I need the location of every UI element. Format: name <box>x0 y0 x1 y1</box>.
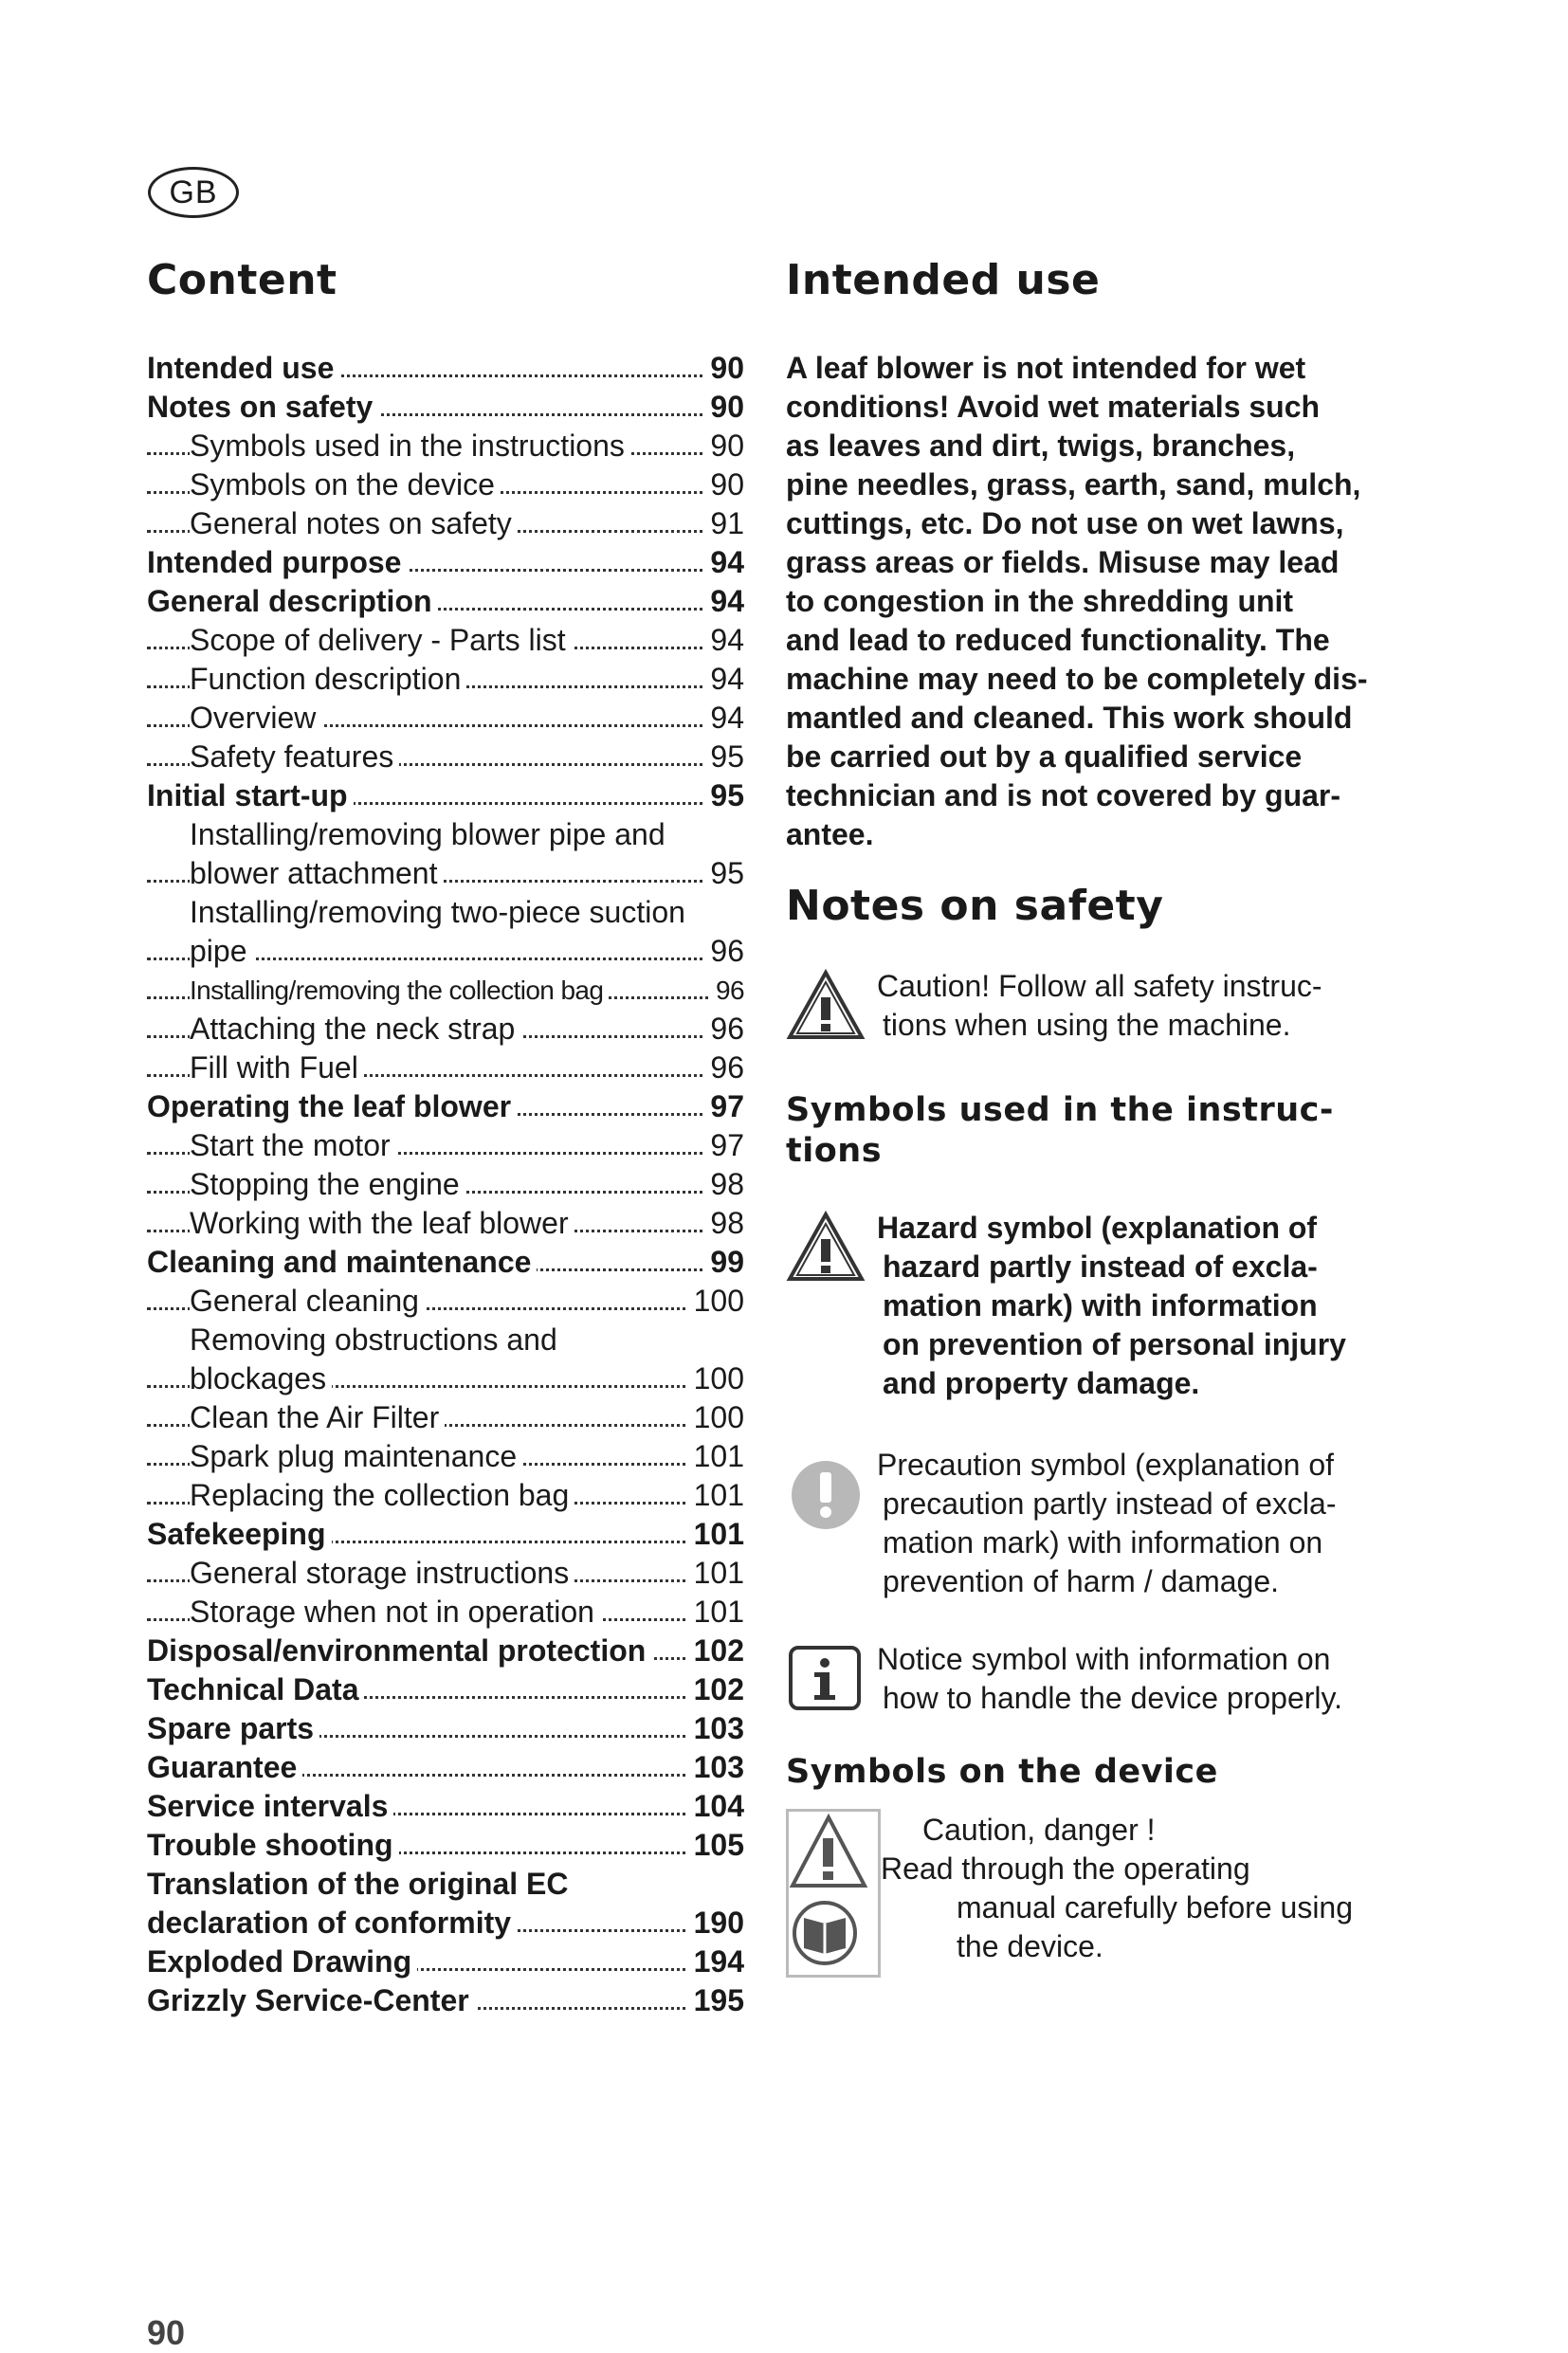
toc-entry-page: 97 <box>704 1087 744 1126</box>
toc-entry <box>147 932 744 971</box>
toc-entry <box>147 1515 744 1554</box>
toc-entry <box>147 621 744 660</box>
notes-on-safety-title: Notes on safety <box>786 882 1164 930</box>
toc-entry <box>147 1787 744 1826</box>
intended-use-title: Intended use <box>786 256 1101 304</box>
toc-entry-label: pipe <box>190 934 253 968</box>
toc-entry-label: Guarantee <box>147 1750 302 1784</box>
toc-entry-label: Storage when not in operation <box>190 1595 600 1629</box>
info-notice <box>786 1640 1342 1718</box>
toc-entry-page: 101 <box>688 1476 744 1515</box>
toc-entry <box>147 465 744 504</box>
toc-entry-label: Symbols on the device <box>190 467 501 502</box>
toc-entry <box>147 349 744 388</box>
toc-entry-label: General notes on safety <box>190 506 518 540</box>
toc-entry-label: Start the motor <box>190 1128 396 1162</box>
toc-entry-label: General cleaning <box>190 1284 425 1318</box>
toc-entry-page: 96 <box>704 932 744 971</box>
warning-triangle-icon <box>786 967 866 1043</box>
content-column <box>147 256 754 2352</box>
toc-entry-label: Safety features <box>190 739 399 774</box>
toc-entry-page: 103 <box>688 1709 744 1748</box>
toc-entry <box>147 699 744 738</box>
toc-entry-label: Function description <box>190 662 466 696</box>
toc-entry-label: blower attachment <box>190 856 443 890</box>
precaution-notice <box>786 1446 1336 1601</box>
toc-entry-page: 194 <box>688 1943 744 1981</box>
toc-entry-page: 100 <box>688 1398 744 1437</box>
toc-entry-page: 98 <box>704 1165 744 1204</box>
toc-entry-page: 105 <box>688 1826 744 1865</box>
toc-entry-page: 99 <box>704 1243 744 1282</box>
toc-entry-label: Installing/removing the collection bag <box>190 976 609 1005</box>
toc-entry <box>147 1748 744 1787</box>
toc-entry <box>147 1398 744 1437</box>
toc-entry-label: Service intervals <box>147 1789 393 1823</box>
device-symbol-text: Caution, danger ! Read through the operating manual carefully before using the device. <box>881 1813 1354 1963</box>
toc-entry <box>147 1904 744 1943</box>
page-number: 90 <box>147 2313 186 2352</box>
toc-entry-label: Trouble shooting <box>147 1828 399 1862</box>
toc-entry <box>147 1593 744 1632</box>
toc-entry-label: Intended use <box>147 351 339 385</box>
caution-text: Caution! Follow all safety instruc- tions when using the machine. <box>877 969 1322 1042</box>
toc-entry-label: Intended purpose <box>147 545 407 579</box>
toc-entry-label: General storage instructions <box>190 1556 574 1590</box>
toc-entry <box>147 776 744 815</box>
precaution-exclamation-icon <box>786 1446 866 1531</box>
toc-entry-label: Disposal/environmental protection <box>147 1633 651 1668</box>
toc-entry-page: 96 <box>710 971 744 1010</box>
toc-entry-page: 95 <box>704 738 744 776</box>
toc-entry-label: Initial start-up <box>147 778 354 812</box>
toc-entry-label: Removing obstructions and <box>190 1322 563 1357</box>
toc-entry <box>147 1087 744 1126</box>
hazard-text: Hazard symbol (explanation of hazard partly instead of excla- mation mark) with information on prevention of personal injury and property damage. <box>877 1211 1346 1400</box>
toc-entry-label: Scope of delivery - Parts list <box>190 623 572 657</box>
toc-entry <box>147 854 744 893</box>
toc-entry-page: 101 <box>688 1554 744 1593</box>
toc-entry-page: 90 <box>704 427 744 465</box>
symbols-device-title: Symbols on the device <box>786 1753 1218 1791</box>
toc-entry-label: Installing/removing two-piece suction <box>190 895 691 929</box>
toc-entry-label: Spare parts <box>147 1711 319 1745</box>
toc-entry-page: 94 <box>704 543 744 582</box>
toc-entry <box>147 1243 744 1282</box>
toc-entry-page: 102 <box>688 1670 744 1709</box>
toc-entry-label: Fill with Fuel <box>190 1050 364 1085</box>
toc-entry <box>147 1437 744 1476</box>
symbols-instructions-title: Symbols used in the instruc- tions <box>786 1091 1334 1170</box>
toc-entry-page: 195 <box>688 1981 744 2020</box>
device-warning-manual-icon <box>789 1812 878 1975</box>
toc-entry <box>147 1670 744 1709</box>
toc-entry-label: Safekeeping <box>147 1517 332 1551</box>
intended-use-text: A leaf blower is not intended for wet conditions! Avoid wet materials such as leaves and dirt, twigs, branches, pine needles, grass, earth, sand, mulch, cuttings, etc. Do not use on wet lawns, grass areas or fields. Misuse may lead to congestion in the shredding unit and lead to reduced functionality. The machine may need to be completely dis- mantled and cleaned. This work should be carried out by a qualified service technician and is not covered by guar- antee. <box>786 351 1368 851</box>
hazard-notice <box>786 1209 1346 1403</box>
toc-entry <box>147 582 744 621</box>
info-icon <box>786 1640 866 1716</box>
toc-entry-label: Attaching the neck strap <box>190 1012 520 1046</box>
toc-entry-label: Grizzly Service-Center <box>147 1983 475 2017</box>
toc-entry-page: 96 <box>704 1010 744 1049</box>
toc-entry-page: 94 <box>704 699 744 738</box>
toc-entry <box>147 971 744 1010</box>
toc-entry-label: declaration of conformity <box>147 1906 517 1940</box>
toc-entry-label: Operating the leaf blower <box>147 1089 517 1123</box>
toc-entry-page: 94 <box>704 660 744 699</box>
toc-entry-page: 90 <box>704 465 744 504</box>
toc-entry <box>147 504 744 543</box>
toc-entry <box>147 1165 744 1204</box>
toc-entry <box>147 1981 744 2020</box>
toc-entry-page: 97 <box>704 1126 744 1165</box>
info-text: Notice symbol with information on how to handle the device properly. <box>877 1642 1343 1715</box>
toc-entry-page: 95 <box>704 854 744 893</box>
toc-entry-label: Translation of the original EC <box>147 1867 574 1901</box>
toc-entry-page: 94 <box>704 582 744 621</box>
toc-entry-label: blockages <box>190 1361 332 1395</box>
toc-entry-page: 95 <box>704 776 744 815</box>
toc-entry-label: General description <box>147 584 438 618</box>
toc-entry <box>147 1321 744 1359</box>
toc-entry <box>147 1126 744 1165</box>
toc-entry <box>147 815 744 854</box>
toc-entry-page: 190 <box>688 1904 744 1943</box>
toc-entry-page: 96 <box>704 1049 744 1087</box>
toc-entry <box>147 1632 744 1670</box>
toc-entry <box>147 1554 744 1593</box>
toc-entry <box>147 738 744 776</box>
content-title: Content <box>147 256 337 304</box>
toc-entry-label: Installing/removing blower pipe and <box>190 817 671 851</box>
toc-entry-page: 103 <box>688 1748 744 1787</box>
caution-notice <box>786 967 1322 1045</box>
toc-entry-label: Overview <box>190 701 321 735</box>
toc-entry-label: Working with the leaf blower <box>190 1206 574 1240</box>
toc-entry <box>147 1359 744 1398</box>
toc-entry <box>147 388 744 427</box>
toc-entry-label: Replacing the collection bag <box>190 1478 574 1512</box>
toc-entry-page: 104 <box>688 1787 744 1826</box>
toc-entry <box>147 1010 744 1049</box>
toc-entry <box>147 1476 744 1515</box>
toc-entry-page: 91 <box>704 504 744 543</box>
toc-entry <box>147 1709 744 1748</box>
toc-entry-page: 100 <box>688 1359 744 1398</box>
toc-entry <box>147 1943 744 1981</box>
toc-entry-page: 100 <box>688 1282 744 1321</box>
toc-entry <box>147 660 744 699</box>
precaution-text: Precaution symbol (explanation of precaution partly instead of excla- mation mark) with information on prevention of harm / damage. <box>877 1448 1337 1598</box>
toc-entry <box>147 1826 744 1865</box>
toc-entry <box>147 543 744 582</box>
table-of-contents <box>147 349 744 2020</box>
toc-entry <box>147 1282 744 1321</box>
toc-entry-label: Stopping the engine <box>190 1167 465 1201</box>
toc-entry-label: Spark plug maintenance <box>190 1439 522 1473</box>
country-badge: GB <box>148 167 239 218</box>
toc-entry-page: 94 <box>704 621 744 660</box>
toc-entry-label: Exploded Drawing <box>147 1944 417 1979</box>
toc-entry-label: Notes on safety <box>147 390 378 424</box>
toc-entry <box>147 427 744 465</box>
toc-entry <box>147 1865 744 1904</box>
toc-entry-page: 102 <box>688 1632 744 1670</box>
toc-entry-label: Cleaning and maintenance <box>147 1245 537 1279</box>
toc-entry-page: 101 <box>688 1593 744 1632</box>
toc-entry-page: 98 <box>704 1204 744 1243</box>
hazard-triangle-icon <box>786 1209 866 1285</box>
toc-entry-page: 101 <box>688 1515 744 1554</box>
toc-entry-page: 90 <box>704 349 744 388</box>
toc-entry-label: Clean the Air Filter <box>190 1400 445 1434</box>
toc-entry <box>147 1049 744 1087</box>
toc-entry <box>147 893 744 932</box>
toc-entry-label: Symbols used in the instructions <box>190 429 630 463</box>
device-symbol-box <box>786 1809 881 1978</box>
toc-entry <box>147 1204 744 1243</box>
toc-entry-page: 90 <box>704 388 744 427</box>
toc-entry-page: 101 <box>688 1437 744 1476</box>
toc-entry-label: Technical Data <box>147 1672 364 1706</box>
